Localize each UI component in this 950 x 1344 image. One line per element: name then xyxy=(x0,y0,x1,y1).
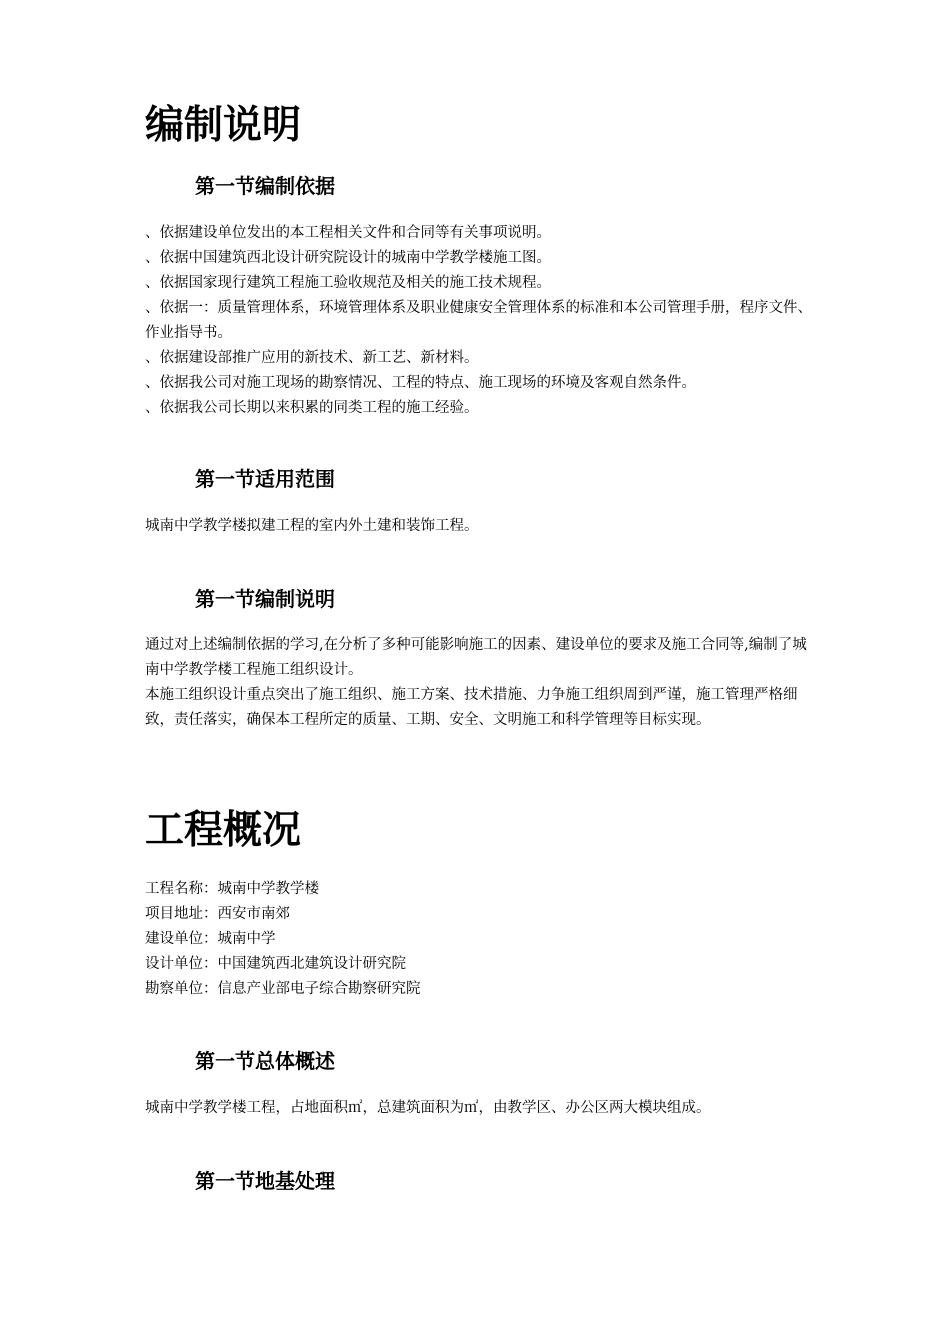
list-item: 、依据我公司长期以来积累的同类工程的施工经验。 xyxy=(145,400,479,416)
explanation-paragraph-2: 本施工组织设计重点突出了施工组织、施工方案、技术措施、力争施工组织周到严谨，施工管理严格细致，责任落实，确保本工程所定的质量、工期、安全、文明施工和科学管理等目标实现。 xyxy=(145,687,798,728)
chapter-title-overview: 工程概况 xyxy=(145,808,302,853)
list-item: 、依据一：质量管理体系，环境管理体系及职业健康安全管理体系的标准和本公司管理手册，程序文件、作业指导书。 xyxy=(145,300,812,341)
general-overview-text: 城南中学教学楼工程，占地面积㎡，总建筑面积为㎡，由教学区、办公区两大模块组成。 xyxy=(145,1100,711,1116)
section-heading-explanation: 第一节编制说明 xyxy=(195,587,335,611)
project-name: 工程名称：城南中学教学楼 xyxy=(145,881,319,897)
chapter-title-compilation: 编制说明 xyxy=(145,103,302,148)
section-heading-basis: 第一节编制依据 xyxy=(195,174,335,198)
section-heading-foundation: 第一节地基处理 xyxy=(195,1169,335,1193)
section-heading-scope: 第一节适用范围 xyxy=(195,467,335,491)
scope-text: 城南中学教学楼拟建工程的室内外土建和装饰工程。 xyxy=(145,518,479,534)
explanation-paragraphs xyxy=(145,633,813,733)
list-item: 、依据建设单位发出的本工程相关文件和合同等有关事项说明。 xyxy=(145,225,551,241)
project-info-list xyxy=(145,877,813,1002)
project-address: 项目地址：西安市南郊 xyxy=(145,906,290,922)
explanation-paragraph-1: 通过对上述编制依据的学习,在分析了多种可能影响施工的因素、建设单位的要求及施工合同等,编制了城南中学教学楼工程施工组织设计。 xyxy=(145,637,807,678)
list-item: 、依据国家现行建筑工程施工验收规范及相关的施工技术规程。 xyxy=(145,275,551,291)
section-heading-general: 第一节总体概述 xyxy=(195,1049,335,1073)
basis-list xyxy=(145,221,813,421)
survey-unit: 勘察单位：信息产业部电子综合勘察研究院 xyxy=(145,981,421,997)
client-unit: 建设单位：城南中学 xyxy=(145,931,276,947)
list-item: 、依据我公司对施工现场的勘察情况、工程的特点、施工现场的环境及客观自然条件。 xyxy=(145,375,696,391)
list-item: 、依据中国建筑西北设计研究院设计的城南中学教学楼施工图。 xyxy=(145,250,551,266)
design-unit: 设计单位：中国建筑西北建筑设计研究院 xyxy=(145,956,406,972)
list-item: 、依据建设部推广应用的新技术、新工艺、新材料。 xyxy=(145,350,479,366)
